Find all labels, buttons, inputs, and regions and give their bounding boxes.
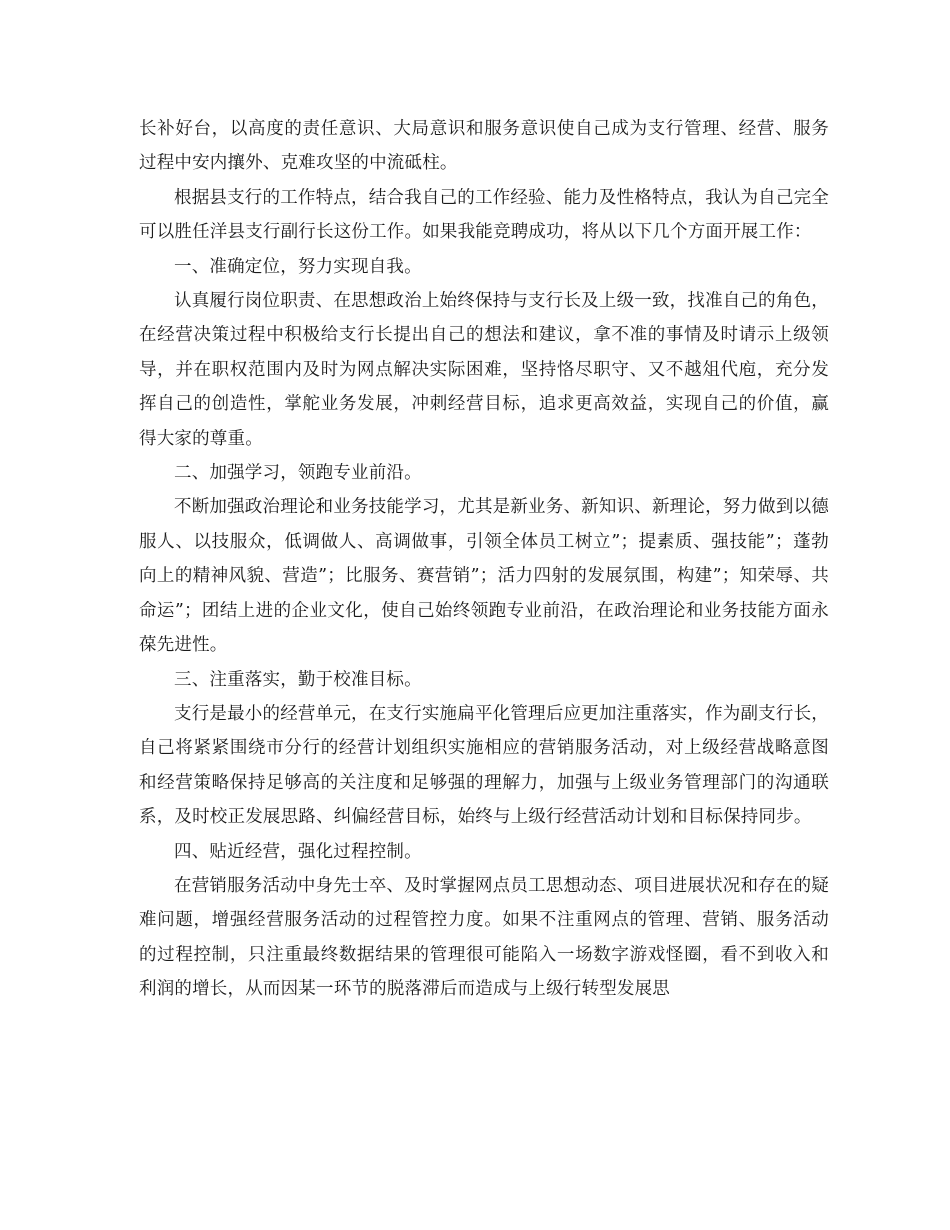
section-body-2: 不断加强政治理论和业务技能学习，尤其是新业务、新知识、新理论，努力做到以德服人、以技服众，低调做人、高调做事，引领全体员工树立”；提素质、强技能”；蓬勃向上的精神风貌、营造”；比服务、赛营销”；活力四射的发展氛围，构建”；知荣辱、共命运”；团结上进的企业文化，使自己始终领跑专业前沿，在政治理论和业务技能方面永葆先进性。 <box>139 497 829 656</box>
section-body-1: 认真履行岗位职责、在思想政治上始终保持与支行长及上级一致，找准自己的角色，在经营决策过程中积极给支行长提出自己的想法和建议，拿不准的事情及时请示上级领导，并在职权范围内及时为网点解决实际困难，坚持恪尽职守、又不越俎代庖，充分发挥自己的创造性，掌舵业务发展，冲刺经营目标，追求更高效益，实现自己的价值，赢得大家的尊重。 <box>139 291 829 449</box>
section-heading-3: 三、注重落实，勤于校准目标。 <box>174 669 422 690</box>
paragraph-intro: 根据县支行的工作特点，结合我自己的工作经验、能力及性格特点，我认为自己完全可以胜任洋县支行副行长这份工作。如果我能竞聘成功，将从以下几个方面开展工作： <box>139 187 829 243</box>
section-heading-4: 四、贴近经营，强化过程控制。 <box>174 841 422 862</box>
section-heading-2: 二、加强学习，领跑专业前沿。 <box>174 463 422 484</box>
section-body-4: 在营销服务活动中身先士卒、及时掌握网点员工思想动态、项目进展状况和存在的疑难问题，增强经营服务活动的过程管控力度。如果不注重网点的管理、营销、服务活动的过程控制，只注重最终数据结果的管理很可能陷入一场数字游戏怪圈，看不到收入和利润的增长，从而因某一环节的脱落滞后而造成与上级行转型发展思 <box>139 875 829 1000</box>
section-body-3: 支行是最小的经营单元，在支行实施扁平化管理后应更加注重落实，作为副支行长，自己将紧紧围绕市分行的经营计划组织实施相应的营销服务活动，对上级经营战略意图和经营策略保持足够高的关注度和足够强的理解力，加强与上级业务管理部门的沟通联系，及时校正发展思路、纠偏经营目标，始终与上级行经营活动计划和目标保持同步。 <box>139 703 829 828</box>
paragraph-continuation: 长补好台，以高度的责任意识、大局意识和服务意识使自己成为支行管理、经营、服务过程中安内攘外、克难攻坚的中流砥柱。 <box>139 119 829 174</box>
section-heading-1: 一、准确定位，努力实现自我。 <box>174 256 422 277</box>
document-body <box>139 112 829 1007</box>
